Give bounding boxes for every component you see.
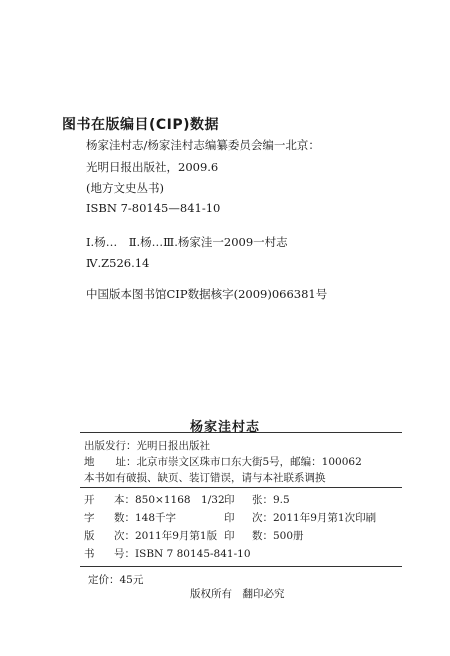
cip-line-title-author: 杨家洼村志/杨家洼村志编纂委员会编一北京： xyxy=(86,138,320,152)
spec-key-2: 印 xyxy=(224,494,235,506)
spec-value: 数：148千字 xyxy=(114,512,177,524)
spec-value-2: 张：9.5 xyxy=(252,494,290,506)
divider-top xyxy=(80,432,402,433)
spec-value-2: 数：500册 xyxy=(252,530,304,542)
spec-row xyxy=(84,492,404,508)
cip-line-publisher-date: 光明日报出版社，2009.6 xyxy=(86,160,219,174)
defect-notice: 本书如有破损、缺页、装订错误，请与本社联系调换 xyxy=(84,472,326,484)
spec-value: 本：850×1168 1/32 xyxy=(114,494,225,506)
publisher-line: 出版发行：光明日报出版社 xyxy=(84,440,210,452)
spec-key: 版 xyxy=(84,530,95,542)
divider-bottom xyxy=(80,566,402,567)
spec-row xyxy=(84,528,404,544)
cip-line-isbn: ISBN 7-80145—841-10 xyxy=(86,201,221,215)
cip-line-series: (地方文史丛书) xyxy=(86,181,164,195)
spec-row xyxy=(84,510,404,526)
spec-key: 书 xyxy=(84,548,95,560)
spec-value: 号：ISBN 7 80145-841-10 xyxy=(114,548,251,560)
spec-key-2: 印 xyxy=(224,530,235,542)
cip-line-subject: Ⅰ.杨… Ⅱ.杨…Ⅲ.杨家洼一2009一村志 xyxy=(86,235,288,249)
spec-value-2: 次：2011年9月第1次印刷 xyxy=(252,512,377,524)
spec-key: 开 xyxy=(84,494,95,506)
divider-middle xyxy=(80,487,402,488)
address-line: 地 址：北京市崇文区珠市口东大街5号，邮编：100062 xyxy=(84,456,362,468)
spec-key: 字 xyxy=(84,512,95,524)
copyright-notice: 版权所有 翻印必究 xyxy=(190,588,285,600)
cip-title: 图书在版编目(CIP)数据 xyxy=(62,117,220,133)
spec-value: 次：2011年9月第1版 xyxy=(114,530,218,542)
spec-row xyxy=(84,546,404,562)
cip-line-classification: Ⅳ.Z526.14 xyxy=(86,256,150,270)
book-title: 杨家洼村志 xyxy=(189,420,260,435)
price-label: 定价：45元 xyxy=(88,574,144,586)
cip-line-record-number: 中国版本图书馆CIP数据核字(2009)066381号 xyxy=(86,287,328,301)
spec-key-2: 印 xyxy=(224,512,235,524)
